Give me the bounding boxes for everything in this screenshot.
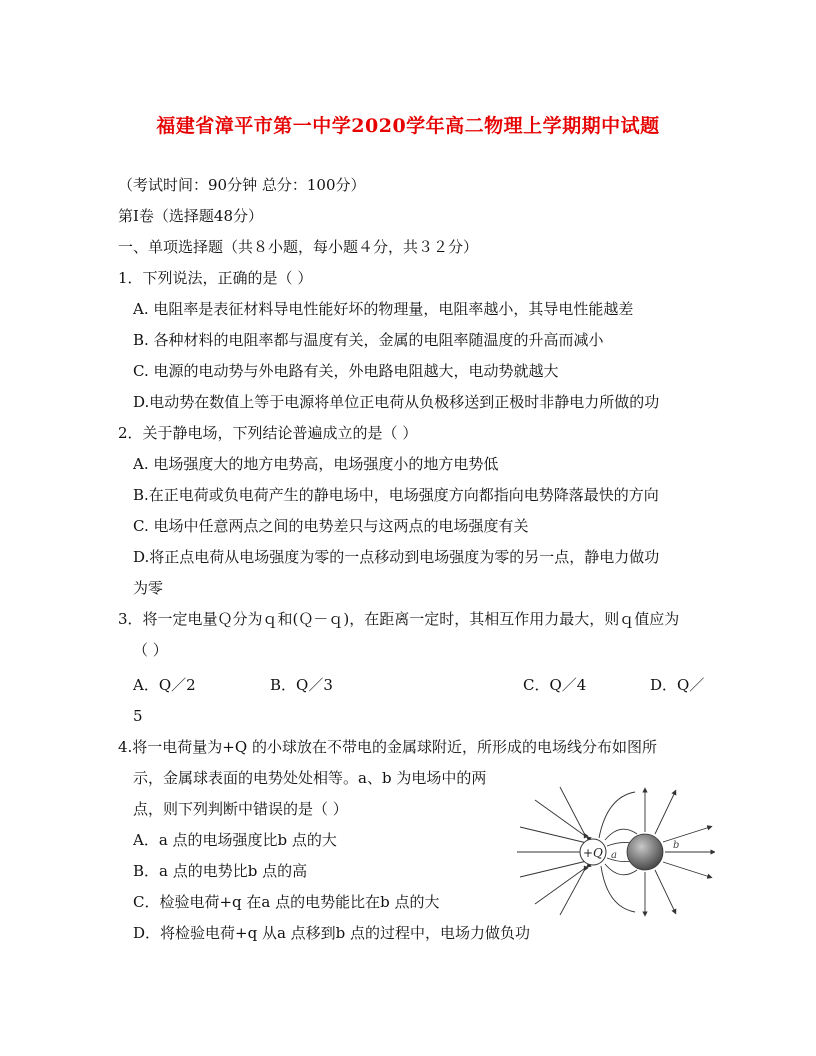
question-3-option-d-cont: 5 bbox=[133, 707, 143, 725]
question-2-option-a: A. 电场强度大的地方电势高，电场强度小的地方电势低 bbox=[133, 455, 499, 473]
charge-label: +Q bbox=[583, 846, 603, 860]
question-3-option-a: A．Q／2 bbox=[133, 676, 196, 694]
question-4-option-b: B．a 点的电势比b 点的高 bbox=[133, 862, 308, 880]
question-2-option-d: D.将正点电荷从电场强度为零的一点移动到电场强度为零的另一点，静电力做功 bbox=[133, 548, 660, 566]
section-heading: 第Ⅰ卷（选择题48分） bbox=[118, 207, 264, 225]
point-a-label: a bbox=[611, 850, 617, 861]
question-4-stem: 4.将一电荷量为+Q 的小球放在不带电的金属球附近，所形成的电场线分布如图所 bbox=[118, 738, 657, 756]
question-2-option-b: B.在正电荷或负电荷产生的静电场中，电场强度方向都指向电势降落最快的方向 bbox=[133, 486, 659, 504]
question-3-stem-cont: （ ） bbox=[133, 641, 168, 659]
exam-title: 福建省漳平市第一中学2020学年高二物理上学期期中试题 bbox=[156, 115, 660, 137]
part-heading: 一、单项选择题（共８小题，每小题４分，共３２分） bbox=[118, 238, 479, 256]
question-2-option-c: C. 电场中任意两点之间的电势差只与这两点的电场强度有关 bbox=[133, 517, 529, 535]
question-4-option-c: C．检验电荷+q 在a 点的电势能比在b 点的大 bbox=[133, 893, 440, 911]
question-1-option-d: D.电动势在数值上等于电源将单位正电荷从负极移送到正极时非静电力所做的功 bbox=[133, 393, 660, 411]
question-1-option-a: A. 电阻率是表征材料导电性能好坏的物理量，电阻率越小，其导电性能越差 bbox=[133, 300, 634, 318]
question-3-option-c: C．Q／4 bbox=[523, 676, 587, 694]
question-2-option-d-cont: 为零 bbox=[133, 579, 164, 597]
question-1-option-b: B. 各种材料的电阻率都与温度有关，金属的电阻率随温度的升高而减小 bbox=[133, 331, 604, 349]
field-lines-svg bbox=[515, 782, 715, 917]
metal-sphere bbox=[627, 834, 663, 870]
question-1-option-c: C. 电源的电动势与外电路有关，外电路电阻越大，电动势就越大 bbox=[133, 362, 559, 380]
electric-field-diagram bbox=[515, 782, 715, 917]
question-3-option-b: B．Q／3 bbox=[270, 676, 333, 694]
exam-info: （考试时间：90分钟 总分：100分） bbox=[118, 176, 366, 194]
question-3-option-d: D．Q／ bbox=[650, 676, 705, 694]
question-4-stem-cont: 示，金属球表面的电势处处相等。a、b 为电场中的两 bbox=[133, 769, 487, 787]
question-4-option-d: D．将检验电荷+q 从a 点移到b 点的过程中，电场力做负功 bbox=[133, 924, 531, 942]
question-4-option-a: A．a 点的电场强度比b 点的大 bbox=[133, 831, 337, 849]
question-2-stem: 2．关于静电场，下列结论普遍成立的是（ ） bbox=[118, 424, 418, 442]
question-3-stem: 3．将一定电量Ｑ分为ｑ和(Ｑ－ｑ)，在距离一定时，其相互作用力最大，则ｑ值应为 bbox=[118, 610, 680, 628]
point-b-label: b bbox=[673, 840, 680, 851]
question-1-stem: 1．下列说法，正确的是（ ） bbox=[118, 269, 313, 287]
question-4-stem-cont-2: 点，则下列判断中错误的是（ ） bbox=[133, 800, 348, 818]
